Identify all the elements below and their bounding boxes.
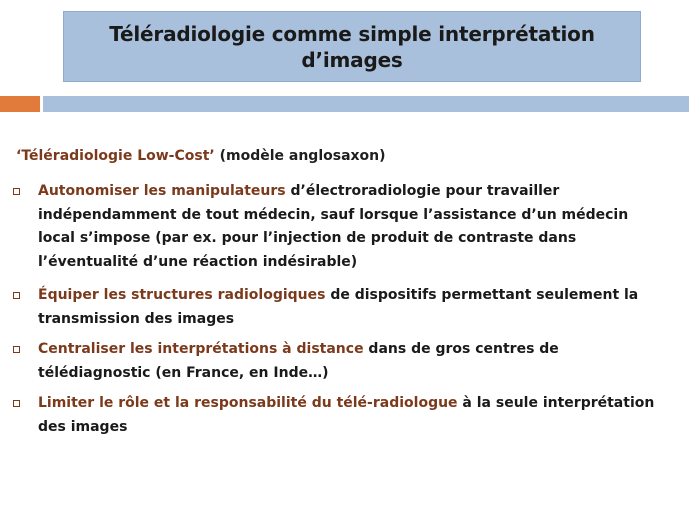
bullet-body: de dispositifs permettant seulement la transmission des images xyxy=(38,287,639,327)
bullet-emphasis: Autonomiser les manipulateurs xyxy=(38,183,286,199)
slide-title-line-1: Téléradiologie comme simple interprétation xyxy=(109,21,595,46)
hollow-square-bullet-icon xyxy=(13,188,20,195)
bullet-body: à la seule interprétation des images xyxy=(38,395,655,435)
decorative-blue-band xyxy=(43,96,689,112)
subtitle-rest: (modèle anglosaxon) xyxy=(214,148,386,164)
hollow-square-bullet-icon xyxy=(13,400,20,407)
bullet-text xyxy=(38,338,668,385)
bullet-text xyxy=(38,392,668,439)
bullet-text xyxy=(38,284,668,331)
hollow-square-bullet-icon xyxy=(13,346,20,353)
slide-title-line-2: d’images xyxy=(301,47,403,72)
slide-title xyxy=(109,21,595,73)
bullet-body: dans de gros centres de télédiagnostic (en France, en Inde…) xyxy=(38,341,559,381)
bullet-text xyxy=(38,180,668,274)
bullet-emphasis: Équiper les structures radiologiques xyxy=(38,287,326,303)
content-subtitle xyxy=(16,148,386,164)
bullet-emphasis: Limiter le rôle et la responsabilité du télé-radiologue xyxy=(38,395,458,411)
subtitle-emphasis: ‘Téléradiologie Low-Cost’ xyxy=(16,148,215,164)
decorative-orange-band xyxy=(0,96,40,112)
bullet-body: d’électroradiologie pour travailler indépendamment de tout médecin, sauf lorsque l’assistance d’un médecin local s’impose (par ex. pour l’injection de produit de contraste dans l’éventualité d’une réaction indésirable) xyxy=(38,183,629,270)
hollow-square-bullet-icon xyxy=(13,292,20,299)
bullet-emphasis: Centraliser les interprétations à distance xyxy=(38,341,364,357)
slide-title-box xyxy=(63,11,641,82)
